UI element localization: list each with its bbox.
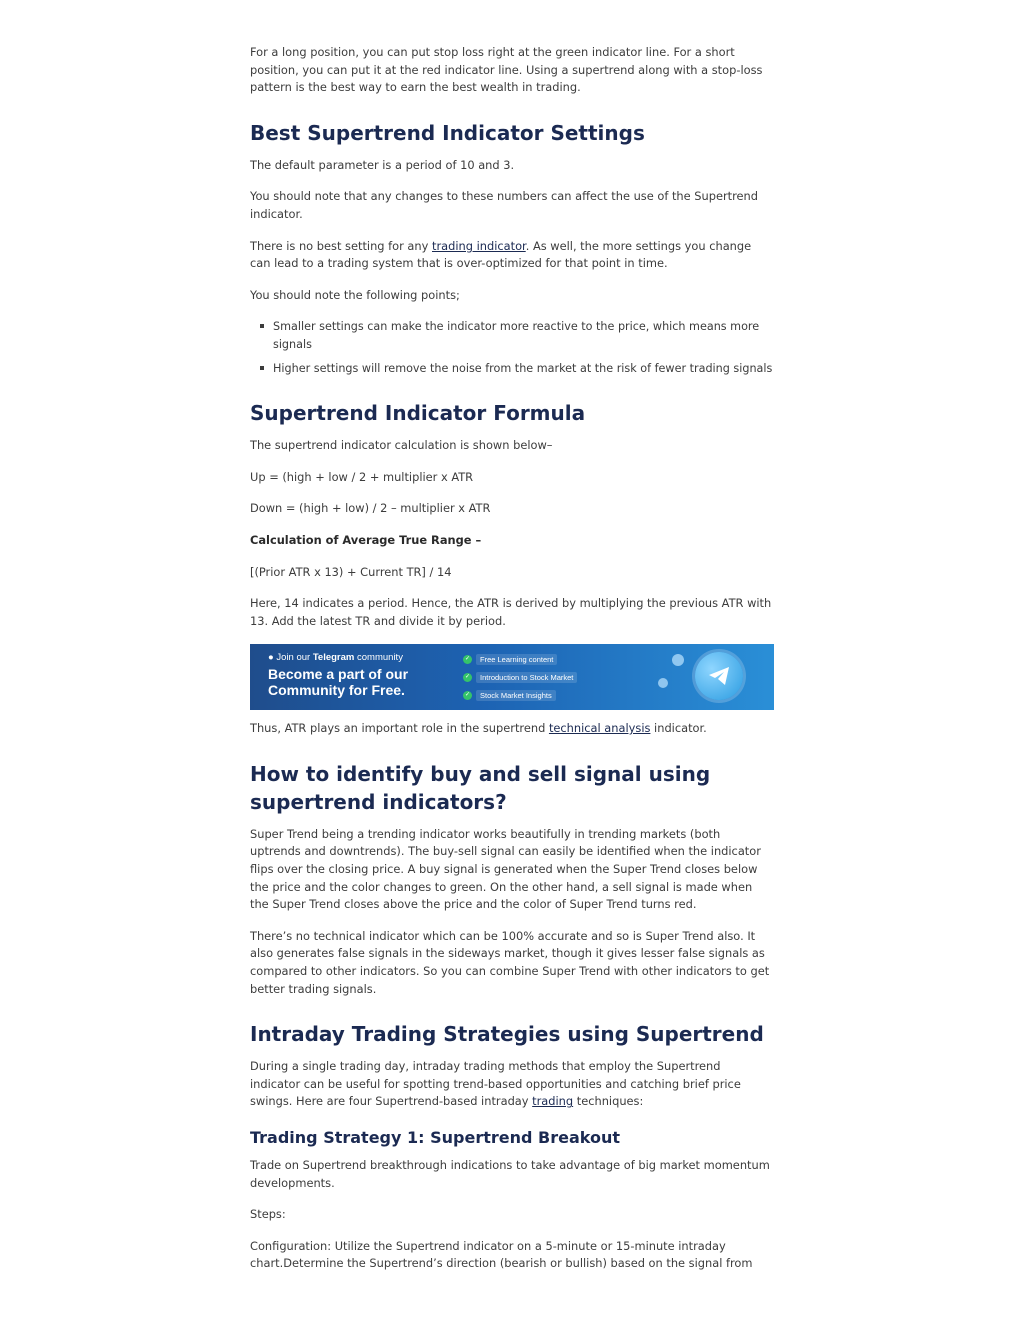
list-item-text: Higher settings will remove the noise from the market at the risk of fewer trading signals: [273, 361, 773, 375]
configuration-paragraph: Configuration: Utilize the Supertrend indicator on a 5-minute or 15-minute intraday chart.Determine the Supertrend’s direction (bearish or bullish) based on the signal from: [250, 1238, 753, 1271]
atr-calc-heading: [250, 532, 774, 550]
note-change-paragraph: You should note that any changes to these numbers can affect the use of the Supertrend indicator.: [250, 189, 759, 221]
points-paragraph: You should note the following points;: [250, 287, 460, 302]
banner-headline-line1: Become a part of our: [268, 666, 409, 683]
intraday-text-b: techniques:: [573, 1094, 644, 1109]
list-item-text: Smaller settings can make the indicator more reactive to the price, which means more signals: [273, 320, 760, 351]
super-trend-paragraph: Super Trend being a trending indicator works beautifully in trending markets (both uptrends and downtrends). The buy-sell signal can easily be identified when the indicator flips over the closing price. A buy signal is generated when the Super Trend closes below the price and the color changes to green. On the other hand, a sell signal is made when the Super Trend closes above the price and the color of Super Trend turns red.: [250, 826, 761, 912]
bullet-icon: [260, 366, 264, 370]
decor-coin-icon: [658, 678, 668, 688]
technical-analysis-link[interactable]: technical analysis: [548, 721, 651, 736]
intraday-paragraph: [250, 1058, 774, 1111]
list-item: [273, 318, 774, 353]
banner-feature: [463, 654, 557, 665]
down-formula: Down = (high + low) / 2 – multiplier x ATR: [250, 501, 491, 516]
heading-identify: How to identify buy and sell signal using supertrend indicators?: [250, 761, 711, 814]
banner-feature-label: Introduction to Stock Market: [476, 672, 577, 683]
heading-formula: Supertrend Indicator Formula: [250, 401, 586, 426]
bullet-icon: [260, 324, 264, 328]
banner-feature-label: Free Learning content: [476, 654, 557, 665]
atr-calc-bold: Calculation of Average True Range –: [250, 532, 482, 547]
settings-list: [250, 318, 774, 377]
check-icon: ✓: [464, 656, 471, 663]
heading-settings: Best Supertrend Indicator Settings: [250, 120, 645, 145]
trade-on-paragraph: Trade on Supertrend breakthrough indications to take advantage of big market momentum developments.: [250, 1158, 770, 1190]
best-setting-paragraph: [250, 238, 774, 273]
best-setting-text-b: . As well, the more settings you change can lead to a trading system that is over-optimized for that point in time.: [250, 238, 752, 271]
here-paragraph: Here, 14 indicates a period. Hence, the ATR is derived by multiplying the previous ATR with 13. Add the latest TR and divide it by period.: [250, 596, 772, 628]
telegram-icon: [695, 652, 743, 700]
banner-headline-line2: Community for Free.: [268, 682, 405, 699]
intraday-text-a: During a single trading day, intraday trading methods that employ the Supertrend indicator can be useful for spotting trend-based opportunities and catching brief price swings. Here are four Supertrend-based intraday: [250, 1059, 741, 1109]
steps-paragraph: Steps:: [250, 1207, 286, 1222]
default-parameter-paragraph: The default parameter is a period of 10 and 3.: [250, 157, 515, 172]
no-indicator-paragraph: There’s no technical indicator which can be 100% accurate and so is Super Trend also. It also generates false signals in the sideways market, though it gives lesser false signals as compared to other indicators. So you can combine Super Trend with other indicators to get better trading signals.: [250, 928, 770, 996]
best-setting-text-a: There is no best setting for any: [250, 238, 432, 253]
banner-join-c: community: [354, 652, 403, 664]
banner-headline: [268, 666, 468, 698]
thus-paragraph: [250, 720, 774, 738]
chat-bubble-icon: ●: [268, 652, 274, 664]
thus-text-b: indicator.: [650, 721, 707, 736]
decor-coin-icon: [672, 654, 684, 666]
article-content: [250, 44, 774, 1287]
atr-formula: [(Prior ATR x 13) + Current TR] / 14: [250, 564, 452, 579]
check-icon: ✓: [464, 674, 471, 681]
banner-feature-label: Stock Market Insights: [476, 690, 556, 701]
check-icon: ✓: [464, 692, 471, 699]
calc-shown-paragraph: The supertrend indicator calculation is shown below–: [250, 438, 553, 453]
up-formula: Up = (high + low / 2 + multiplier x ATR: [250, 469, 474, 484]
banner-feature: [463, 690, 556, 701]
heading-intraday: Intraday Trading Strategies using Supertrend: [250, 1022, 764, 1047]
trading-indicator-link[interactable]: trading indicator: [432, 238, 526, 253]
intro-paragraph: For a long position, you can put stop loss right at the green indicator line. For a short position, you can put it at the red indicator line. Using a supertrend along with a stop-loss pattern is the best way to earn the best wealth in trading.: [250, 45, 763, 95]
trading-link[interactable]: trading: [532, 1094, 574, 1109]
thus-text-a: Thus, ATR plays an important role in the supertrend: [250, 721, 549, 736]
banner-join-a: Join our: [276, 652, 313, 664]
list-item: [273, 360, 774, 378]
heading-strategy-1: Trading Strategy 1: Supertrend Breakout: [250, 1128, 620, 1147]
banner-join-b: Telegram: [312, 652, 355, 664]
banner-feature: [463, 672, 577, 683]
banner-join-text: [268, 652, 403, 663]
telegram-banner[interactable]: [250, 644, 774, 710]
